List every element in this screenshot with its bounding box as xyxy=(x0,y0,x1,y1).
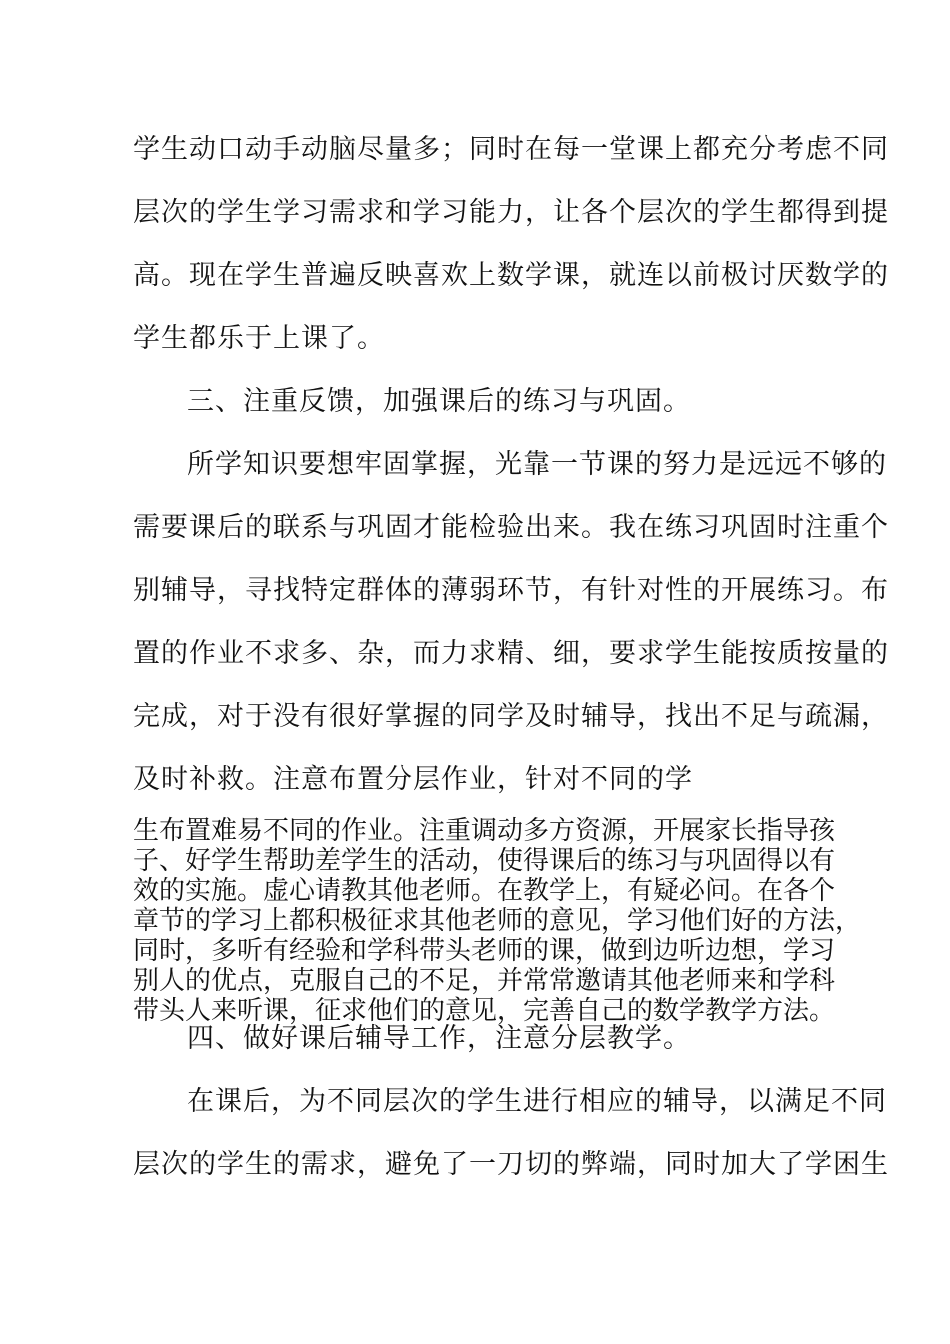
section-heading-4: 四、做好课后辅导工作，注意分层教学。 xyxy=(187,1023,691,1054)
text-line: 生布置难易不同的作业。注重调动多方资源，开展家长指导孩 xyxy=(133,816,836,846)
dense-paragraph xyxy=(133,816,862,1026)
text-line: 效的实施。虚心请教其他老师。在教学上，有疑必问。在各个 xyxy=(133,876,836,906)
text-line: 别辅导，寻找特定群体的薄弱环节，有针对性的开展练习。布 xyxy=(133,575,889,606)
section-heading-3: 三、注重反馈，加强课后的练习与巩固。 xyxy=(187,386,691,417)
text-line: 高。现在学生普遍反映喜欢上数学课，就连以前极讨厌数学的 xyxy=(133,260,889,291)
text-line: 章节的学习上都积极征求其他老师的意见，学习他们好的方法， xyxy=(133,906,862,936)
text-line: 需要课后的联系与巩固才能检验出来。我在练习巩固时注重个 xyxy=(133,512,889,543)
text-line: 带头人来听课，征求他们的意见，完善自己的数学教学方法。 xyxy=(133,996,836,1026)
text-line: 层次的学生学习需求和学习能力，让各个层次的学生都得到提 xyxy=(133,197,889,228)
text-line: 所学知识要想牢固掌握，光靠一节课的努力是远远不够的 xyxy=(187,449,887,480)
text-line: 完成，对于没有很好掌握的同学及时辅导，找出不足与疏漏， xyxy=(133,701,889,732)
text-line: 别人的优点，克服自己的不足，并常常邀请其他老师来和学科 xyxy=(133,966,836,996)
text-line: 学生都乐于上课了。 xyxy=(133,323,385,354)
text-line: 学生动口动手动脑尽量多；同时在每一堂课上都充分考虑不同 xyxy=(133,134,889,165)
text-line: 置的作业不求多、杂，而力求精、细，要求学生能按质按量的 xyxy=(133,638,889,669)
text-line: 及时补救。注意布置分层作业，针对不同的学 xyxy=(133,764,693,795)
text-line: 子、好学生帮助差学生的活动，使得课后的练习与巩固得以有 xyxy=(133,846,836,876)
text-line: 在课后，为不同层次的学生进行相应的辅导，以满足不同 xyxy=(187,1086,887,1117)
text-line: 同时，多听有经验和学科带头老师的课，做到边听边想，学习 xyxy=(133,936,836,966)
text-line: 层次的学生的需求，避免了一刀切的弊端，同时加大了学困生 xyxy=(133,1149,889,1180)
